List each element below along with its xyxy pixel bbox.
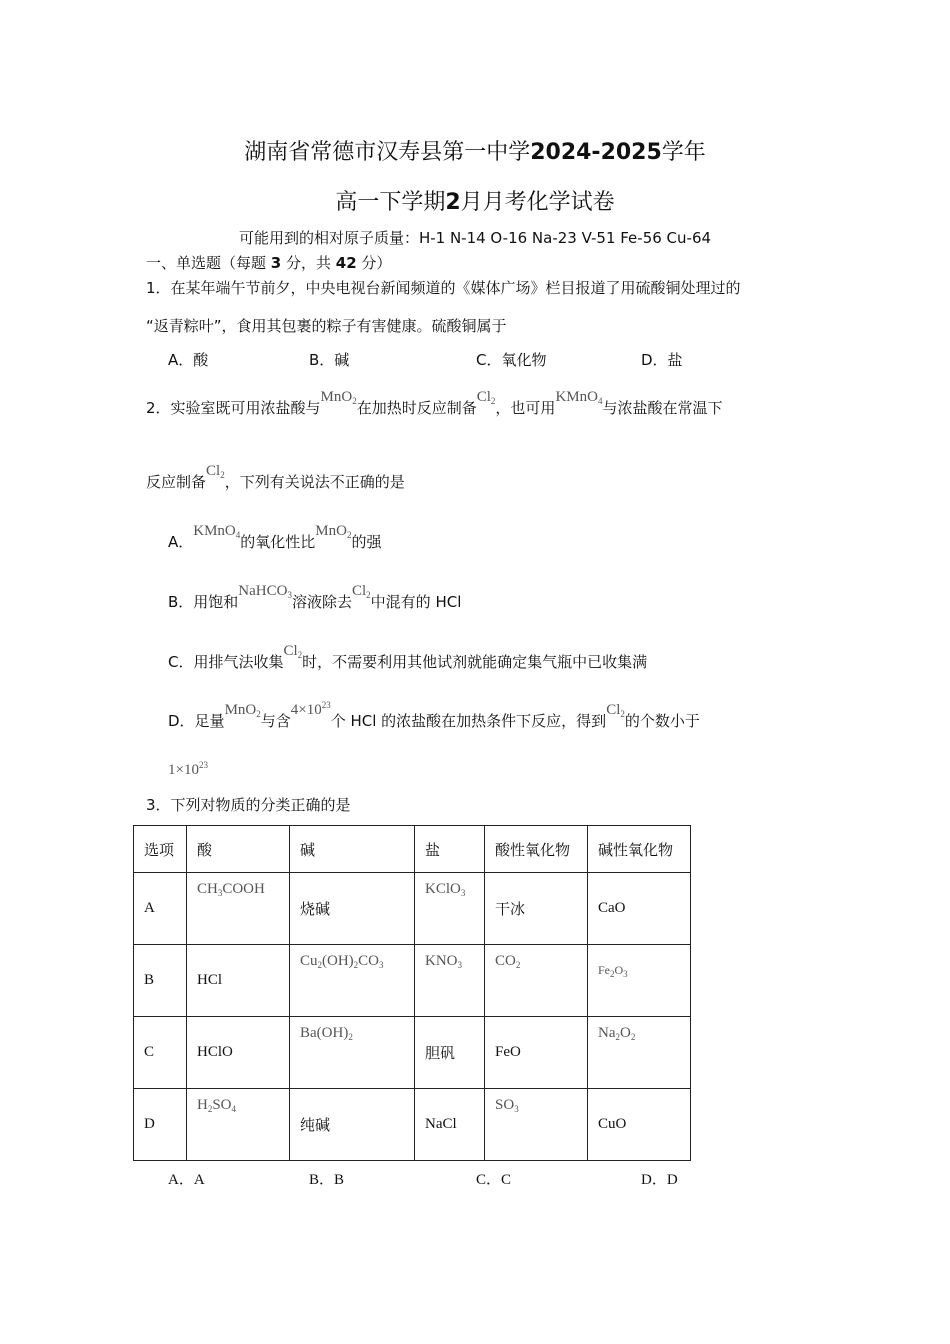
q3-option-a[interactable]: A．A <box>168 1172 205 1188</box>
q1-option-a[interactable]: A．酸 <box>168 351 209 369</box>
formula-cl2: $Cl_2$ <box>283 643 303 660</box>
formula-so3: $SO_3$ <box>495 1097 519 1114</box>
table-cell: NaCl <box>415 1089 485 1161</box>
q3-option-b[interactable]: B．B <box>309 1172 345 1188</box>
formula-cl2: $Cl_2$ <box>476 389 496 406</box>
header-cell: 碱性氧化物 <box>588 826 691 873</box>
table-row <box>134 945 691 1017</box>
formula-mno2: MnO$_2$ <box>315 523 352 540</box>
header-cell: 盐 <box>415 826 485 873</box>
page-title: 湖南省常德市汉寿县第一中学2024-2025学年 <box>244 140 706 165</box>
table-row <box>134 1017 691 1089</box>
table-cell <box>485 1089 588 1161</box>
q2-option-a[interactable]: A．KMnO$_4$的氧化性比MnO$_2$的强 <box>168 523 382 551</box>
table-cell <box>415 945 485 1017</box>
q2-option-c[interactable]: C．用排气法收集$Cl_2$时，不需要利用其他试剂就能确定集气瓶中已收集满 <box>168 643 648 671</box>
formula-baoh2: $Ba(OH)_2$ <box>300 1025 353 1042</box>
formula-fe2o3: $Fe_2O_3$ <box>598 963 628 979</box>
formula-4e23: $4\times 10^{23}$ <box>290 700 331 718</box>
formula-kmno4: KMnO$_4$ <box>193 523 241 540</box>
header-cell: 碱 <box>290 826 415 873</box>
atomic-masses: 可能用到的相对原子质量：H-1 N-14 O-16 Na-23 V-51 Fe-56 Cu-64 <box>238 229 712 247</box>
q3-option-c[interactable]: C．C <box>476 1172 512 1188</box>
formula-mno2: MnO$_2$ <box>224 702 261 719</box>
formula-kno3: $KNO_3$ <box>425 953 462 970</box>
table-cell: 烧碱 <box>290 873 415 945</box>
classification-table <box>133 825 691 1161</box>
table-cell: FeO <box>485 1017 588 1089</box>
table-cell <box>588 1017 691 1089</box>
formula-h2so4: $H_2SO_4$ <box>197 1097 237 1114</box>
table-cell <box>290 1017 415 1089</box>
table-cell <box>187 873 290 945</box>
formula-cu2oh2co3: $Cu_2(OH)_2CO_3$ <box>300 953 384 970</box>
formula-1e23: $1\times 10^{23}$ <box>168 760 208 778</box>
q2-stem-line2: 反应制备$Cl_2$，下列有关说法不正确的是 <box>146 463 405 491</box>
q1-line1: 1．在某年端午节前夕，中央电视台新闻频道的《媒体广场》栏目报道了用硫酸铜处理过的 <box>146 279 741 297</box>
formula-kmno4: KMnO$_4$ <box>555 389 603 406</box>
header-cell: 选项 <box>134 826 187 873</box>
page-subtitle: 高一下学期2月月考化学试卷 <box>335 190 615 215</box>
table-cell: HClO <box>187 1017 290 1089</box>
formula-ch3cooh: $CH_3COOH$ <box>197 881 265 898</box>
formula-na2o2: $Na_2O_2$ <box>598 1025 636 1042</box>
table-cell <box>415 873 485 945</box>
table-row <box>134 873 691 945</box>
q1-line2: “返青粽叶”，食用其包裹的粽子有害健康。硫酸铜属于 <box>146 317 507 335</box>
header-cell: 酸性氧化物 <box>485 826 588 873</box>
q2-option-b[interactable]: B．用饱和NaHCO$_3$溶液除去$Cl_2$中混有的 HCl <box>168 583 462 611</box>
formula-mno2: MnO$_2$ <box>320 389 357 406</box>
table-cell <box>485 945 588 1017</box>
q2-option-d[interactable]: D．足量MnO$_2$与含$4\times 10^{23}$个 HCl 的浓盐酸在加热条件下反应，得到$Cl_2$的个数小于 <box>168 700 700 730</box>
formula-cl2: $Cl_2$ <box>351 583 371 600</box>
q2-stem-line1: 2．实验室既可用浓盐酸与MnO$_2$在加热时反应制备$Cl_2$，也可用KMnO$_4$与浓盐酸在常温下 <box>146 389 723 417</box>
table-cell: CaO <box>588 873 691 945</box>
table-cell <box>588 945 691 1017</box>
table-row <box>134 1089 691 1161</box>
q1-option-c[interactable]: C．氧化物 <box>476 351 547 369</box>
q3-stem: 3．下列对物质的分类正确的是 <box>146 796 351 814</box>
formula-nahco3: NaHCO$_3$ <box>238 583 292 600</box>
header-cell: 酸 <box>187 826 290 873</box>
q3-option-d[interactable]: D．D <box>641 1172 678 1188</box>
table-header-row <box>134 826 691 873</box>
table-cell: A <box>134 873 187 945</box>
table-cell: 干冰 <box>485 873 588 945</box>
table-cell: D <box>134 1089 187 1161</box>
q1-option-b[interactable]: B．碱 <box>309 351 350 369</box>
table-cell: 胆矾 <box>415 1017 485 1089</box>
q1-option-d[interactable]: D．盐 <box>641 351 683 369</box>
formula-cl2: $Cl_2$ <box>606 702 625 719</box>
table-cell: C <box>134 1017 187 1089</box>
table-cell <box>290 945 415 1017</box>
table-cell <box>187 1089 290 1161</box>
table-cell: 纯碱 <box>290 1089 415 1161</box>
table-cell: CuO <box>588 1089 691 1161</box>
formula-kclo3: KClO$_3$ <box>425 881 466 898</box>
table-cell: B <box>134 945 187 1017</box>
formula-co2: $CO_2$ <box>495 953 521 970</box>
table-cell: HCl <box>187 945 290 1017</box>
formula-cl2: $Cl_2$ <box>206 463 225 480</box>
section-heading: 一、单选题（每题 3 分，共 42 分） <box>146 254 392 272</box>
